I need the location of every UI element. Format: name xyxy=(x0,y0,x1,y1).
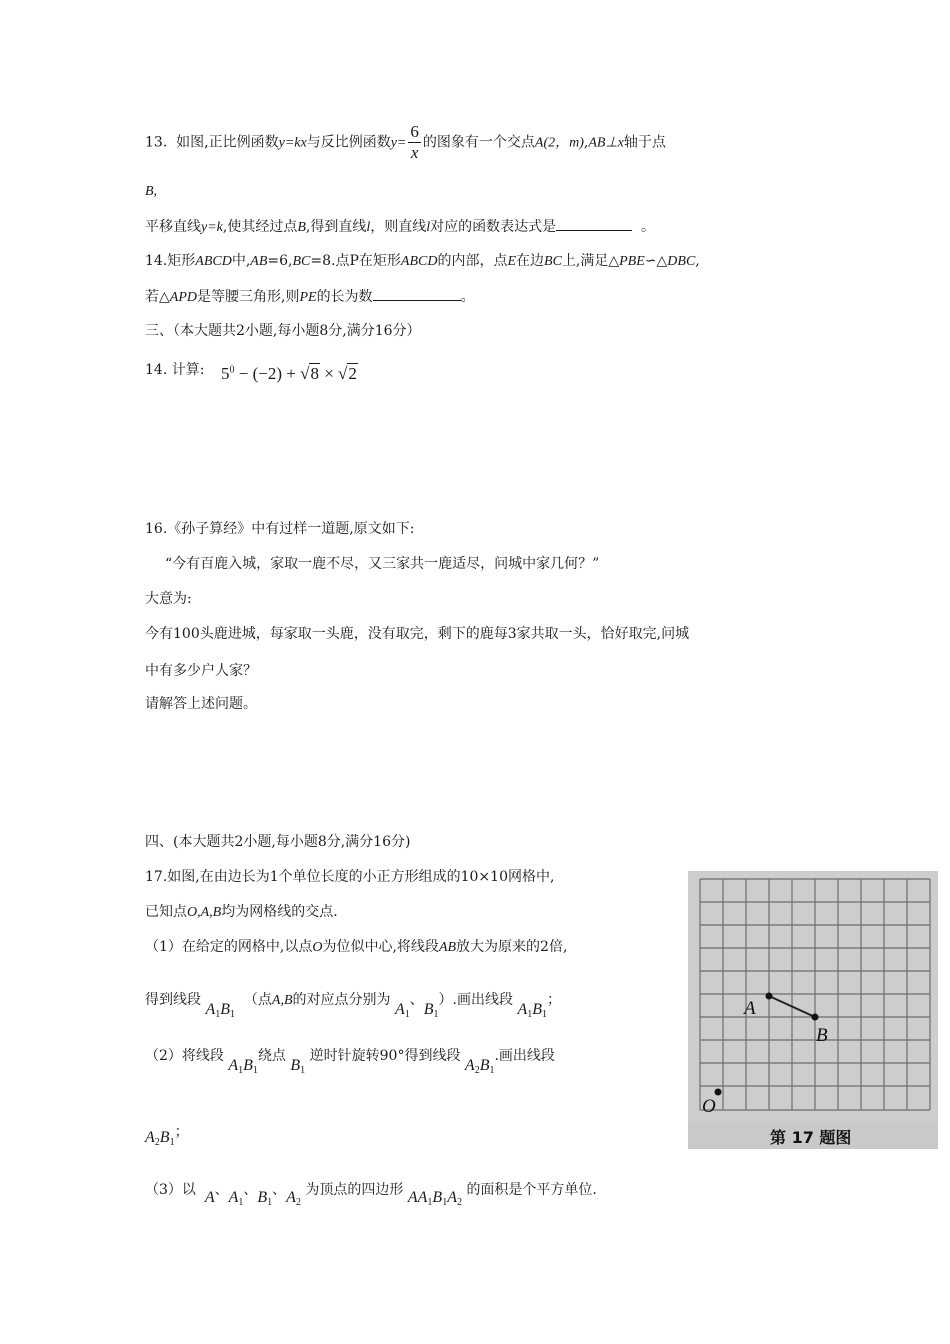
sub: 1 xyxy=(427,1197,433,1208)
q17-l3c: 为位似中心,将线段 xyxy=(322,939,439,955)
q14a-i: 的内部，点 xyxy=(437,253,508,269)
B: B xyxy=(290,1057,301,1074)
q14a-l2f: 。 xyxy=(460,289,475,305)
q17-l5a: （2）将线段 xyxy=(145,1048,224,1064)
q14a-h: ABCD xyxy=(400,254,438,269)
q14a-o: ∽△ xyxy=(644,253,668,269)
q13-text-1: 如图,正比例函数 xyxy=(176,134,279,151)
q17-l4e: 、 xyxy=(409,992,424,1008)
sub: 2 xyxy=(456,1197,462,1208)
q14a-l: BC xyxy=(544,254,562,269)
sub: 1 xyxy=(169,1137,175,1148)
seg-A2B1-a xyxy=(465,1057,495,1074)
q17-l4g: ； xyxy=(547,992,562,1008)
q17-line7 xyxy=(145,1180,597,1208)
q13-l3c: ,使其经过点 xyxy=(222,219,298,235)
figure-background xyxy=(688,871,938,1149)
q13-fraction-denominator: x xyxy=(410,143,419,162)
q13-number: 13. xyxy=(145,134,168,151)
sub: 1 xyxy=(442,1197,448,1208)
seg-A1B1-c xyxy=(228,1057,258,1074)
A: A xyxy=(228,1189,239,1206)
q17-l3e: 放大为原来的2倍, xyxy=(456,939,568,955)
section-3-heading: 三、（本大题共2小题,每小题8分,满分16分） xyxy=(145,323,421,339)
formula-part-1: − (−2) + xyxy=(234,364,301,383)
sub: 1 xyxy=(489,1065,495,1076)
A: A xyxy=(407,1189,418,1206)
q16-line2: “今有百鹿入城，家取一鹿不尽，又三家共一鹿适尽，问城中家几何？” xyxy=(165,556,600,572)
q14a-answer-blank xyxy=(373,286,461,301)
vertex-A1 xyxy=(229,1189,244,1206)
vertex-A2 xyxy=(286,1189,301,1206)
q14a-j: E xyxy=(507,254,517,269)
B: B xyxy=(159,1129,170,1146)
q14b-label: 14. 计算: xyxy=(145,362,205,378)
seg-A1B1-b xyxy=(517,1001,547,1018)
A: A xyxy=(417,1189,428,1206)
q17-line2 xyxy=(145,902,338,923)
q13-perp: AB⊥x xyxy=(588,135,624,151)
point-A1 xyxy=(395,1001,410,1018)
point-B1 xyxy=(424,1001,439,1018)
sep: 、 xyxy=(214,1182,229,1198)
figure-17 xyxy=(688,871,938,1149)
grid-figure xyxy=(688,871,938,1149)
q17-l5d: .画出线段 xyxy=(494,1048,555,1064)
q14a-line1 xyxy=(145,251,700,272)
q16-line6: 请解答上述问题。 xyxy=(145,696,257,712)
A: A xyxy=(205,1001,216,1018)
q13-line2: B, xyxy=(145,184,158,199)
q17-l2b: O,A,B xyxy=(187,905,222,920)
q14a-d: AB xyxy=(250,254,268,269)
q14b-formula: $5^0 - (-2) + √8 \times √2$ xyxy=(221,364,357,383)
q13-func-1: y=kx xyxy=(278,135,307,151)
q14a-q: , xyxy=(695,253,700,269)
q14a-l2e: 的长为数 xyxy=(316,289,373,305)
q13-l3b: y=k xyxy=(201,220,223,235)
q13-line3 xyxy=(145,216,655,238)
q14a-c: 中, xyxy=(231,253,251,269)
formula-radicand-1: 8 xyxy=(310,364,319,383)
section-4-heading: 四、(本大题共2小题,每小题8分,满分16分) xyxy=(145,834,411,850)
q17-l5b: 绕点 xyxy=(257,1048,286,1064)
q13-fraction-numerator: 6 xyxy=(410,122,419,141)
q14a-m: 上,满足△ xyxy=(561,253,620,269)
q13-text-5: 轴于点 xyxy=(623,134,666,151)
q14a-n: PBE xyxy=(619,254,645,269)
q17-l3a: （1）在给定的网格中,以点 xyxy=(145,939,313,955)
B: B xyxy=(243,1057,253,1074)
q16-line4: 今有100头鹿进城，每家取一头鹿，没有取完，剩下的鹿每3家共取一头，恰好取完,问城 xyxy=(145,626,690,642)
formula-exponent: 0 xyxy=(229,364,235,376)
label-A: A xyxy=(744,998,756,1019)
q14a-b: ABCD xyxy=(195,254,232,269)
q17-l2c: 均为网格线的交点. xyxy=(221,904,338,920)
q16-line5: 中有多少户人家？ xyxy=(145,663,257,679)
q14a-f: BC xyxy=(292,254,311,269)
sub: 1 xyxy=(433,1009,439,1020)
q13-l3a: 平移直线 xyxy=(145,219,201,235)
q17-l2a: 已知点 xyxy=(145,904,187,920)
q14a-e: =6, xyxy=(267,253,293,269)
q17-l6end: ； xyxy=(174,1124,189,1140)
q17-l4a: 得到线段 xyxy=(145,992,201,1008)
q17-l5c: 逆时针旋转90°得到线段 xyxy=(309,1048,461,1064)
q14a-l2a: 若△ xyxy=(145,289,170,305)
point-O-dot xyxy=(715,1089,722,1096)
q13-text-3: 的图象有一个交点 xyxy=(422,134,535,151)
figure-caption: 第 17 题图 xyxy=(770,1128,852,1147)
B: B xyxy=(479,1057,490,1074)
q17-line5 xyxy=(145,1046,555,1076)
q14a-l2c: 是等腰三角形,则 xyxy=(197,289,300,305)
q13-l3f: l xyxy=(366,220,371,235)
sub: 1 xyxy=(267,1197,273,1208)
A: A xyxy=(394,1001,405,1018)
q13-point: A(2，m) xyxy=(534,135,584,151)
q13-answer-blank xyxy=(556,216,632,231)
q14a-l2d: PE xyxy=(299,290,317,305)
q17-l7c: 的面积是个平方单位. xyxy=(466,1182,597,1198)
q14a-a: 14.矩形 xyxy=(145,253,196,269)
q13-l3i: 对应的函数表达式是 xyxy=(430,219,557,235)
q14a-line2 xyxy=(145,286,475,308)
q17-l4d: 的对应点分别为 xyxy=(292,992,391,1008)
sub: 1 xyxy=(215,1009,221,1020)
q13-func-2: y= xyxy=(390,135,407,151)
q17-l3d: AB xyxy=(438,940,457,955)
q17-line4 xyxy=(145,990,562,1020)
A: A xyxy=(286,1189,296,1206)
sub: 1 xyxy=(238,1197,244,1208)
q14a-l2b: APD xyxy=(169,290,197,305)
A: A xyxy=(145,1129,155,1146)
A: A xyxy=(517,1001,528,1018)
q16-line3: 大意为: xyxy=(145,591,192,607)
q13-l3j: 。 xyxy=(641,219,656,235)
formula-radicand-2: 2 xyxy=(348,364,357,383)
sub: 1 xyxy=(300,1065,306,1076)
A: A xyxy=(447,1189,457,1206)
vertex-A: A xyxy=(204,1189,215,1206)
B: B xyxy=(220,1001,231,1018)
q17-line6 xyxy=(145,1124,189,1153)
q17-line3 xyxy=(145,937,567,958)
q14a-k: 在边 xyxy=(516,253,545,269)
point-B1-b xyxy=(290,1057,305,1074)
label-B: B xyxy=(816,1025,828,1046)
B: B xyxy=(423,1001,434,1018)
seg-A1B1-a xyxy=(205,1001,235,1018)
q14a-g: =8.点P在矩形 xyxy=(310,253,401,269)
q14a-p: DBC xyxy=(667,254,696,269)
sub: 1 xyxy=(527,1009,533,1020)
sub: 2 xyxy=(474,1065,480,1076)
q13-l3h: l xyxy=(426,220,431,235)
q13-l3e: ,得到直线 xyxy=(305,219,367,235)
q17-l4f: ）.画出线段 xyxy=(438,992,513,1008)
sub: 2 xyxy=(295,1197,301,1208)
B: B xyxy=(432,1189,443,1206)
point-B-dot xyxy=(812,1014,819,1021)
q13-line1 xyxy=(145,122,666,163)
q13-text-2: 与反比例函数 xyxy=(306,134,391,151)
formula-base: 5 xyxy=(221,364,230,383)
A: A xyxy=(464,1057,475,1074)
sub: 1 xyxy=(252,1065,258,1076)
B: B xyxy=(532,1001,543,1018)
q17-l4b: （点 xyxy=(243,992,272,1008)
vertex-B1 xyxy=(257,1189,272,1206)
sub: 1 xyxy=(238,1065,244,1076)
sub: 1 xyxy=(404,1009,410,1020)
quad-AA1B1A2 xyxy=(408,1189,462,1206)
q17-l3b: O xyxy=(312,940,323,955)
sep: 、 xyxy=(272,1182,287,1198)
sub: 1 xyxy=(230,1009,236,1020)
sub: 1 xyxy=(542,1009,548,1020)
seg-A2B1-b xyxy=(145,1129,175,1146)
B: B xyxy=(257,1189,268,1206)
formula-times: × xyxy=(319,364,339,383)
q17-l7b: 为顶点的四边形 xyxy=(305,1182,404,1198)
q13-text-4: , xyxy=(583,134,589,151)
label-O: O xyxy=(702,1096,716,1117)
sep: 、 xyxy=(243,1182,258,1198)
q13-fraction xyxy=(408,122,421,163)
q17-l7a: （3）以 xyxy=(145,1182,196,1198)
q13-l3d: B xyxy=(297,220,306,235)
q17-line1: 17.如图,在由边长为1个单位长度的小正方形组成的10×10网格中, xyxy=(145,869,555,885)
point-A-dot xyxy=(766,993,773,1000)
q16-line1: 16.《孙子算经》中有过样一道题,原文如下: xyxy=(145,521,415,537)
A: A xyxy=(228,1057,239,1074)
sub: 2 xyxy=(154,1137,160,1148)
q17-l4c: A,B xyxy=(271,993,293,1008)
q13-l3g: ，则直线 xyxy=(370,219,427,235)
